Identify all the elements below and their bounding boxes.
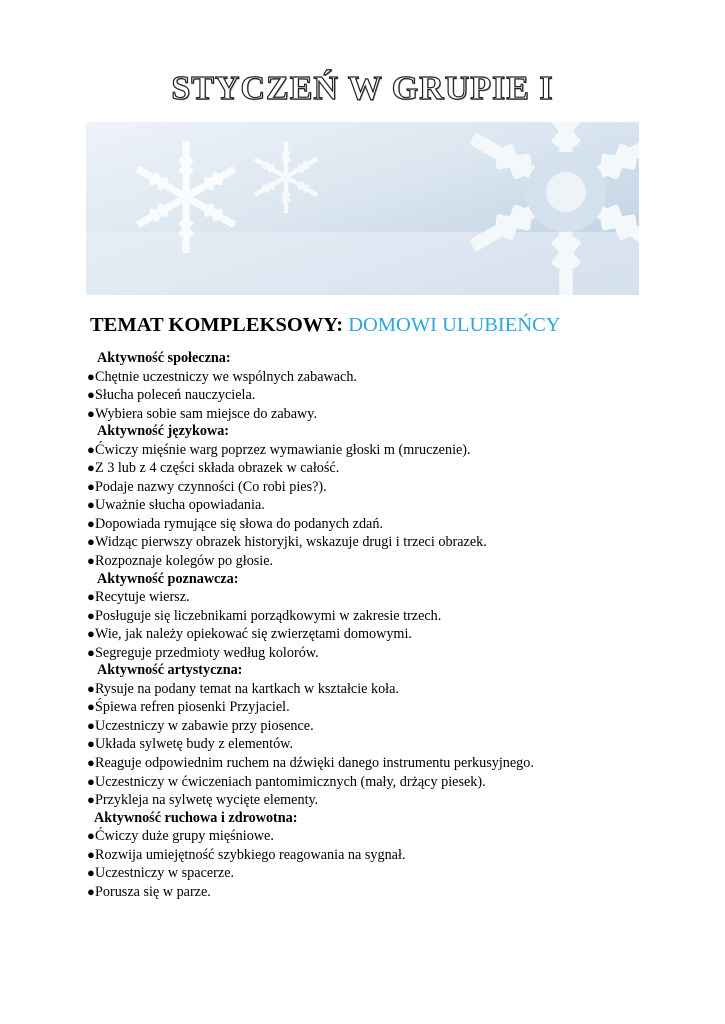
bullet-icon: ●	[87, 497, 95, 513]
bullet-icon: ●	[87, 553, 95, 569]
list-item: ●Chętnie uczestniczy we wspólnych zabawach.	[87, 368, 357, 385]
list-item: ●Ćwiczy mięśnie warg poprzez wymawianie głoski m (mruczenie).	[87, 441, 471, 458]
page-title: STYCZEŃ W GRUPIE I	[171, 70, 554, 107]
snowflake-banner-image	[86, 122, 639, 295]
section-heading-movement: Aktywność ruchowa i zdrowotna:	[94, 809, 298, 826]
bullet-icon: ●	[87, 755, 95, 771]
bullet-icon: ●	[87, 846, 95, 862]
bullet-icon: ●	[87, 626, 95, 642]
list-item: ●Układa sylwetę budy z elementów.	[87, 736, 294, 753]
bullet-icon: ●	[87, 387, 95, 403]
list-item: ●Rysuje na podany temat na kartkach w kształcie koła.	[87, 680, 399, 697]
bullet-icon: ●	[87, 736, 95, 752]
bullet-icon: ●	[87, 534, 95, 550]
complex-topic	[90, 314, 561, 337]
activity-list	[87, 350, 687, 901]
bullet-icon: ●	[87, 368, 95, 384]
list-item: ●Dopowiada rymujące się słowa do podanych zdań.	[87, 515, 383, 532]
bullet-icon: ●	[87, 460, 95, 476]
bullet-icon: ●	[87, 865, 95, 881]
bullet-icon: ●	[87, 589, 95, 605]
list-item: ●Porusza się w parze.	[87, 883, 211, 900]
list-item: ●Podaje nazwy czynności (Co robi pies?).	[87, 478, 327, 495]
section-heading-language: Aktywność językowa:	[97, 423, 230, 440]
bullet-icon: ●	[87, 717, 95, 733]
list-item: ●Przykleja na sylwetę wycięte elementy.	[87, 792, 319, 809]
list-item: ●Słucha poleceń nauczyciela.	[87, 387, 256, 404]
list-item: ●Uważnie słucha opowiadania.	[87, 497, 265, 514]
list-item: ●Wie, jak należy opiekować się zwierzętami domowymi.	[87, 626, 412, 643]
bullet-icon: ●	[87, 883, 95, 899]
section-heading-artistic: Aktywność artystyczna:	[97, 662, 243, 679]
bullet-icon: ●	[87, 515, 95, 531]
complex-topic-value: DOMOWI ULUBIEŃCY	[348, 314, 561, 336]
list-item: ●Rozwija umiejętność szybkiego reagowania na sygnał.	[87, 846, 406, 863]
bullet-icon: ●	[87, 441, 95, 457]
bullet-icon: ●	[87, 773, 95, 789]
list-item: ●Rozpoznaje kolegów po głosie.	[87, 553, 274, 570]
list-item: ●Uczestniczy w zabawie przy piosence.	[87, 717, 314, 734]
list-item: ●Widząc pierwszy obrazek historyjki, wskazuje drugi i trzeci obrazek.	[87, 534, 487, 551]
section-heading-social: Aktywność społeczna:	[97, 350, 231, 366]
bullet-icon: ●	[87, 680, 95, 696]
bullet-icon: ●	[87, 792, 95, 808]
bullet-icon: ●	[87, 828, 95, 844]
list-item: ●Segreguje przedmioty według kolorów.	[87, 644, 319, 661]
bullet-icon: ●	[87, 607, 95, 623]
bullet-icon: ●	[87, 478, 95, 494]
list-item: ●Reaguje odpowiednim ruchem na dźwięki danego instrumentu perkusyjnego.	[87, 755, 534, 772]
bullet-icon: ●	[87, 405, 95, 421]
list-item: ●Z 3 lub z 4 części składa obrazek w całość.	[87, 460, 340, 477]
list-item: ●Uczestniczy w ćwiczeniach pantomimicznych (mały, drżący piesek).	[87, 773, 486, 790]
list-item: ●Śpiewa refren piosenki Przyjaciel.	[87, 699, 290, 716]
section-heading-cognitive: Aktywność poznawcza:	[97, 570, 239, 587]
list-item: ●Wybiera sobie sam miejsce do zabawy.	[87, 405, 317, 422]
list-item: ●Ćwiczy duże grupy mięśniowe.	[87, 828, 274, 845]
bullet-icon: ●	[87, 699, 95, 715]
list-item: ●Recytuje wiersz.	[87, 589, 190, 606]
list-item: ●Uczestniczy w spacerze.	[87, 865, 235, 882]
complex-topic-label: TEMAT KOMPLEKSOWY:	[90, 314, 344, 336]
bullet-icon: ●	[87, 644, 95, 660]
list-item: ●Posługuje się liczebnikami porządkowymi w zakresie trzech.	[87, 607, 442, 624]
